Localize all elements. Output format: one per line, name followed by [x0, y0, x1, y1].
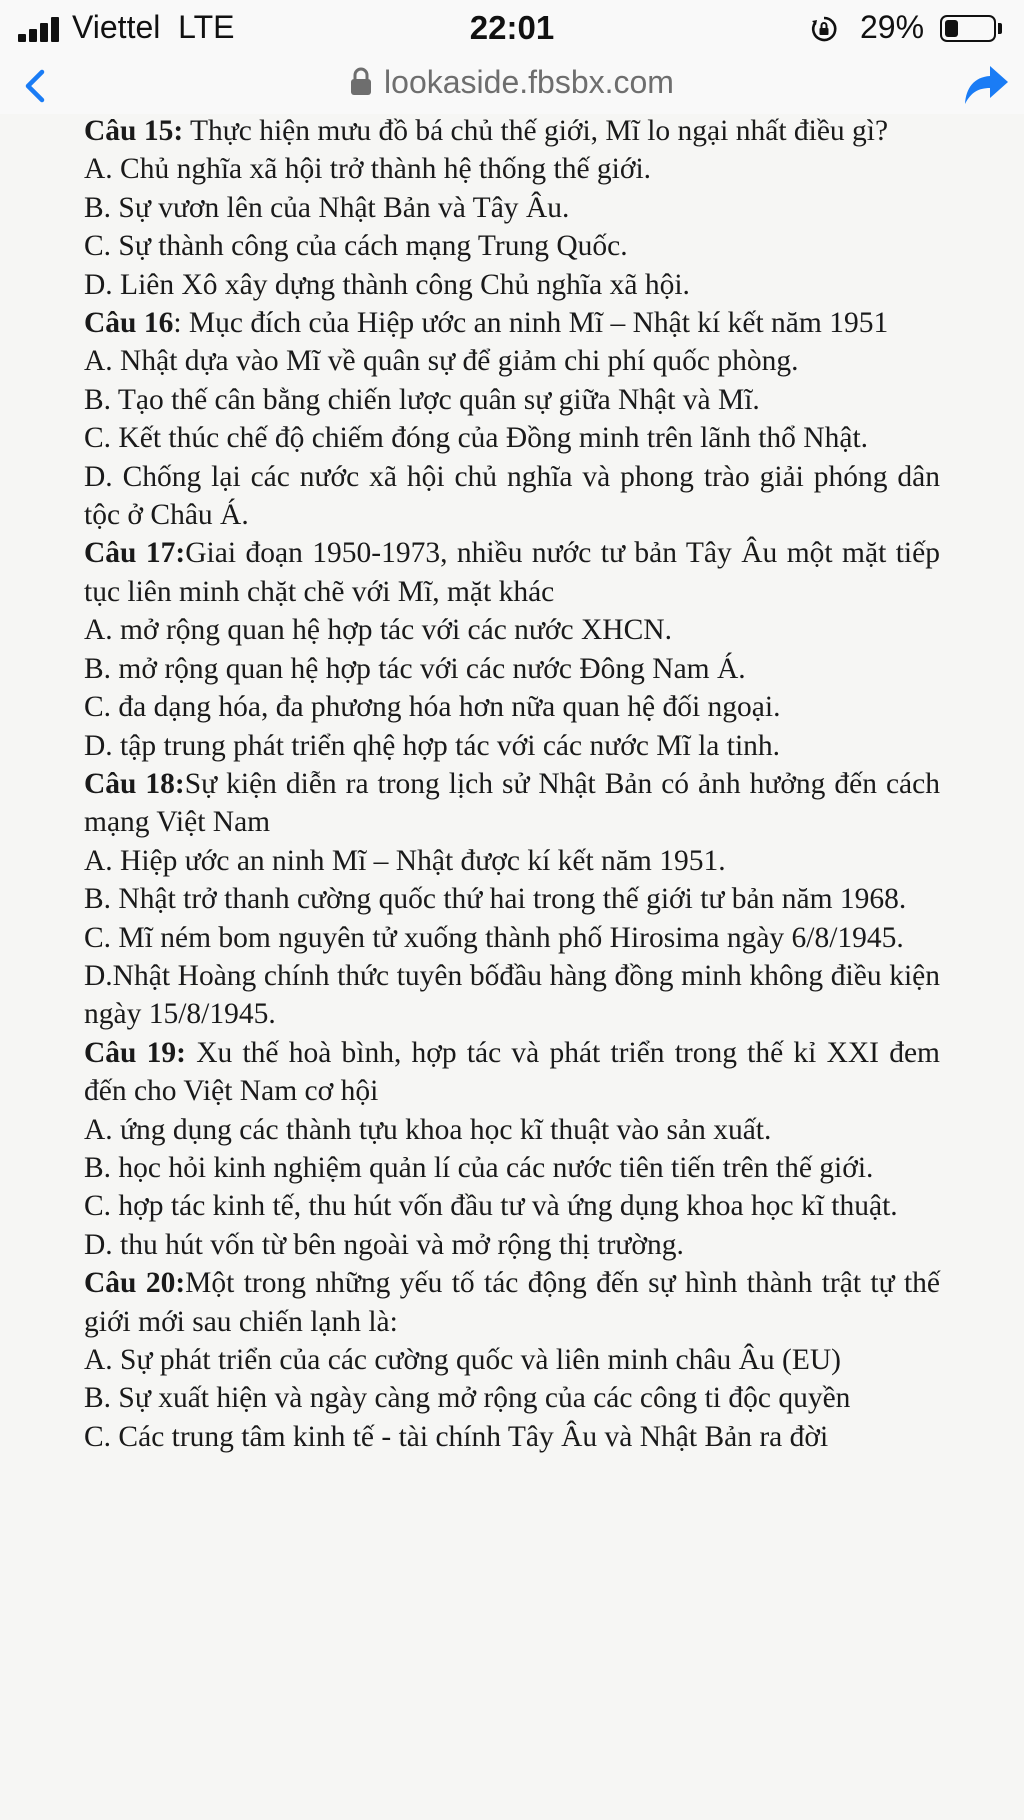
question-text: Thực hiện mưu đồ bá chủ thế giới, Mĩ lo ngại nhất điều gì?: [183, 115, 889, 147]
answer-19b: B. học hỏi kinh nghiệm quản lí của các nước tiên tiến trên thế giới.: [84, 1151, 874, 1184]
url-text: lookaside.fbsbx.com: [384, 64, 674, 100]
answer-19a: A. ứng dụng các thành tựu khoa học kĩ thuật vào sản xuất.: [84, 1113, 772, 1146]
battery-percent: 29%: [860, 9, 925, 45]
answer-20a: A. Sự phát triển của các cường quốc và liên minh châu Âu (EU): [84, 1344, 841, 1376]
answer-15b: B. Sự vươn lên của Nhật Bản và Tây Âu.: [84, 191, 570, 224]
answer-16d: D. Chống lại các nước xã hội chủ nghĩa và phong trào giải phóng dân tộc ở Châu Á.: [84, 460, 940, 532]
question-label: Câu 18:: [84, 767, 185, 800]
question-16: [84, 304, 940, 342]
answer-15a: A. Chủ nghĩa xã hội trở thành hệ thống thế giới.: [84, 153, 652, 186]
question-text: Một trong những yếu tố tác động đến sự hình thành trật tự thế giới mới sau chiến lạnh là:: [84, 1267, 940, 1338]
answer-17d: D. tập trung phát triển qhệ hợp tác với các nước Mĩ la tinh.: [84, 729, 781, 762]
answer-19d: D. thu hút vốn từ bên ngoài và mở rộng thị trường.: [84, 1228, 684, 1261]
answer-19c: C. hợp tác kinh tế, thu hút vốn đầu tư và ứng dụng khoa học kĩ thuật.: [84, 1190, 898, 1223]
question-18: [84, 765, 940, 842]
answer-17b: B. mở rộng quan hệ hợp tác với các nước Đông Nam Á.: [84, 652, 746, 685]
battery-icon: [940, 15, 996, 42]
question-20: [84, 1264, 940, 1341]
question-label: Câu 16: [84, 307, 174, 340]
status-time: 22:01: [469, 9, 555, 46]
answer-16b: B. Tạo thế cân bằng chiến lược quân sự giữa Nhật và Mĩ.: [84, 383, 760, 416]
question-text: Giai đoạn 1950-1973, nhiều nước tư bản Tây Âu một mặt tiếp tục liên minh chặt chẽ với Mĩ, mặt khác: [84, 537, 940, 608]
answer-18c: C. Mĩ ném bom nguyên tử xuống thành phố Hirosima ngày 6/8/1945.: [84, 921, 904, 954]
carrier-name: Viettel: [72, 9, 161, 45]
question-15: [84, 112, 940, 150]
answer-17c: C. đa dạng hóa, đa phương hóa hơn nữa quan hệ đối ngoại.: [84, 691, 781, 724]
battery-tip: [998, 23, 1002, 34]
question-19: [84, 1034, 940, 1111]
share-arrow-icon[interactable]: [962, 62, 1010, 108]
question-label: Câu 15:: [84, 115, 184, 147]
question-text: : Mục đích của Hiệp ước an ninh Mĩ – Nhật kí kết năm 1951: [173, 307, 889, 340]
question-text: Sự kiện diễn ra trong lịch sử Nhật Bản có ảnh hưởng đến cách mạng Việt Nam: [84, 767, 940, 839]
browser-nav-bar: [0, 56, 1024, 114]
document-page: [84, 112, 940, 1456]
answer-18a: A. Hiệp ước an ninh Mĩ – Nhật được kí kết năm 1951.: [84, 844, 726, 877]
answer-20c: C. Các trung tâm kinh tế - tài chính Tây Âu và Nhật Bản ra đời: [84, 1420, 829, 1453]
address-bar[interactable]: [0, 64, 1024, 101]
answer-16a: A. Nhật dựa vào Mĩ về quân sự để giảm chi phí quốc phòng.: [84, 345, 799, 378]
question-label: Câu 19:: [84, 1036, 186, 1069]
battery-level: [945, 20, 958, 37]
answer-15d: D. Liên Xô xây dựng thành công Chủ nghĩa xã hội.: [84, 268, 690, 301]
padlock-icon: [350, 66, 372, 96]
answer-17a: A. mở rộng quan hệ hợp tác với các nước XHCN.: [84, 614, 672, 647]
question-text: Xu thế hoà bình, hợp tác và phát triển trong thế kỉ XXI đem đến cho Việt Nam cơ hội: [84, 1036, 940, 1108]
question-label: Câu 17:: [84, 537, 186, 570]
answer-16c: C. Kết thúc chế độ chiếm đóng của Đồng minh trên lãnh thổ Nhật.: [84, 422, 869, 455]
answer-18b: B. Nhật trở thanh cường quốc thứ hai trong thế giới tư bản năm 1968.: [84, 883, 907, 916]
answer-18d: D.Nhật Hoàng chính thức tuyên bốđầu hàng đồng minh không điều kiện ngày 15/8/1945.: [84, 959, 940, 1031]
question-label: Câu 20:: [84, 1267, 186, 1300]
answer-20b: B. Sự xuất hiện và ngày càng mở rộng của các công ti độc quyền: [84, 1382, 851, 1415]
orientation-lock-icon: [810, 15, 838, 43]
status-bar: [0, 0, 1024, 56]
question-17: [84, 534, 940, 611]
network-type: LTE: [178, 9, 235, 45]
answer-15c: C. Sự thành công của cách mạng Trung Quốc.: [84, 230, 628, 263]
